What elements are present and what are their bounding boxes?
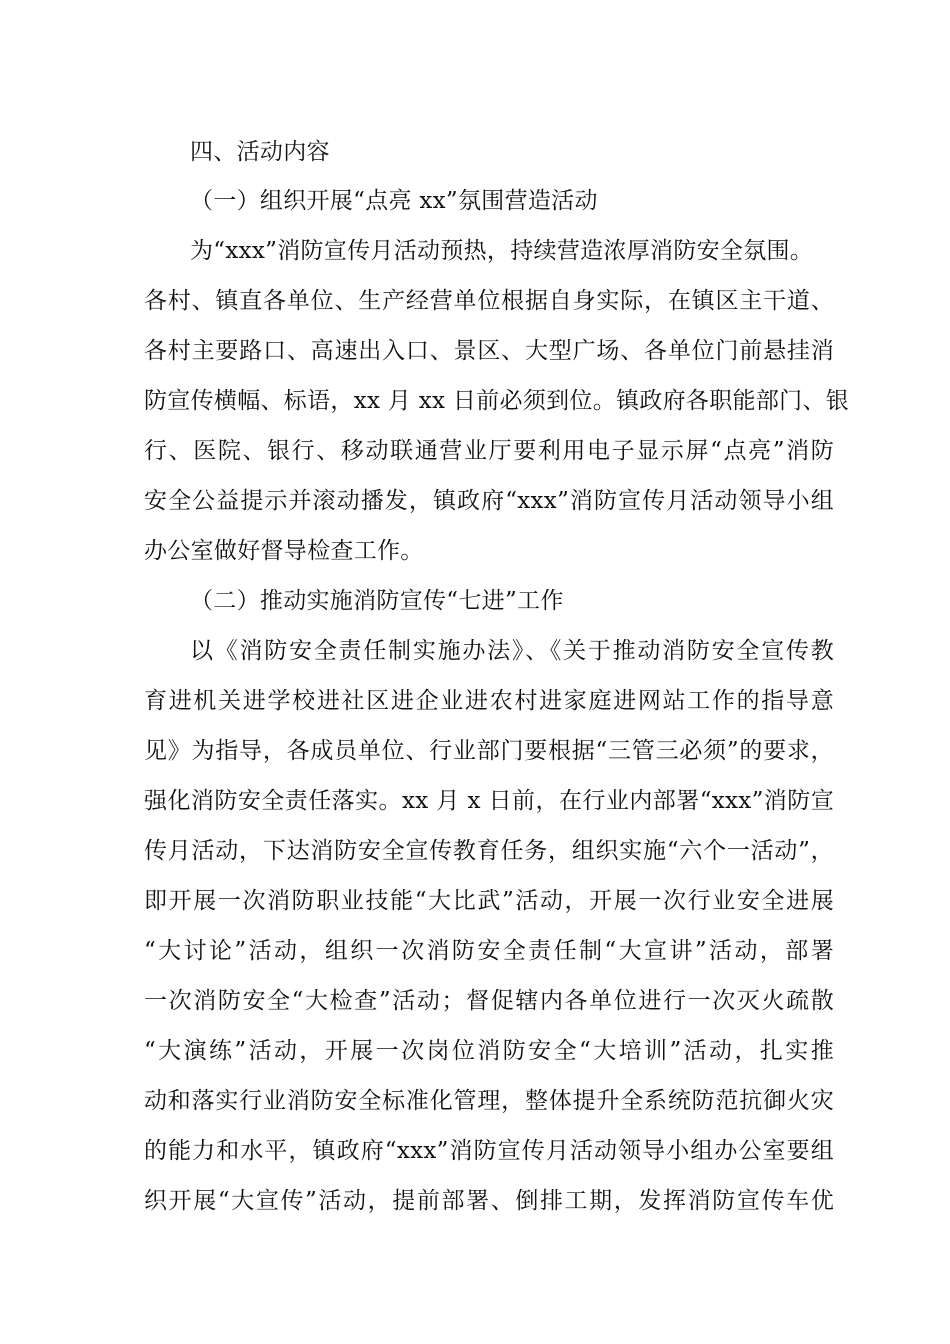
paragraph-2-line: 见》为指导，各成员单位、行业部门要根据“三管三必须”的要求， xyxy=(144,738,834,764)
section-heading: 四、活动内容 xyxy=(190,139,330,165)
paragraph-2-line: 强化消防安全责任落实。xx 月 x 日前，在行业内部署“xxx”消防宣 xyxy=(144,788,834,814)
paragraph-2-line: 以《消防安全责任制实施办法》、《关于推动消防安全宣传教 xyxy=(190,638,834,664)
paragraph-2-line: “大演练”活动，开展一次岗位消防安全“大培训”活动，扎实推 xyxy=(144,1038,834,1064)
paragraph-1-line: 各村主要路口、高速出入口、景区、大型广场、各单位门前悬挂消 xyxy=(144,338,834,364)
paragraph-1-line: 办公室做好督导检查工作。 xyxy=(144,538,424,564)
paragraph-1-line: 行、医院、银行、移动联通营业厅要利用电子显示屏“点亮”消防 xyxy=(144,438,834,464)
paragraph-1-line: 各村、镇直各单位、生产经营单位根据自身实际，在镇区主干道、 xyxy=(144,288,834,314)
paragraph-2-line: 的能力和水平，镇政府“xxx”消防宣传月活动领导小组办公室要组 xyxy=(144,1138,834,1164)
paragraph-1-line: 安全公益提示并滚动播发，镇政府“xxx”消防宣传月活动领导小组 xyxy=(144,488,834,514)
paragraph-1-line: 为“xxx”消防宣传月活动预热，持续营造浓厚消防安全氛围。 xyxy=(190,238,814,264)
paragraph-2-line: 动和落实行业消防安全标准化管理，整体提升全系统防范抗御火灾 xyxy=(144,1088,834,1114)
paragraph-2-line: 传月活动，下达消防安全宣传教育任务，组织实施“六个一活动”， xyxy=(144,838,834,864)
paragraph-2-line: 育进机关进学校进社区进企业进农村进家庭进网站工作的指导意 xyxy=(144,688,834,714)
paragraph-2-line: “大讨论”活动，组织一次消防安全责任制“大宣讲”活动，部署 xyxy=(144,938,834,964)
subheading-2: （二）推动实施消防宣传“七进”工作 xyxy=(190,588,564,614)
subheading-1: （一）组织开展“点亮 xx”氛围营造活动 xyxy=(190,188,598,214)
paragraph-2-line: 即开展一次消防职业技能“大比武”活动，开展一次行业安全进展 xyxy=(144,888,834,914)
paragraph-1-line: 防宣传横幅、标语，xx 月 xx 日前必须到位。镇政府各职能部门、银 xyxy=(144,388,850,414)
paragraph-2-line: 一次消防安全“大检查”活动；督促辖内各单位进行一次灭火疏散 xyxy=(144,988,834,1014)
paragraph-2-line: 织开展“大宣传”活动，提前部署、倒排工期，发挥消防宣传车优 xyxy=(144,1188,834,1214)
